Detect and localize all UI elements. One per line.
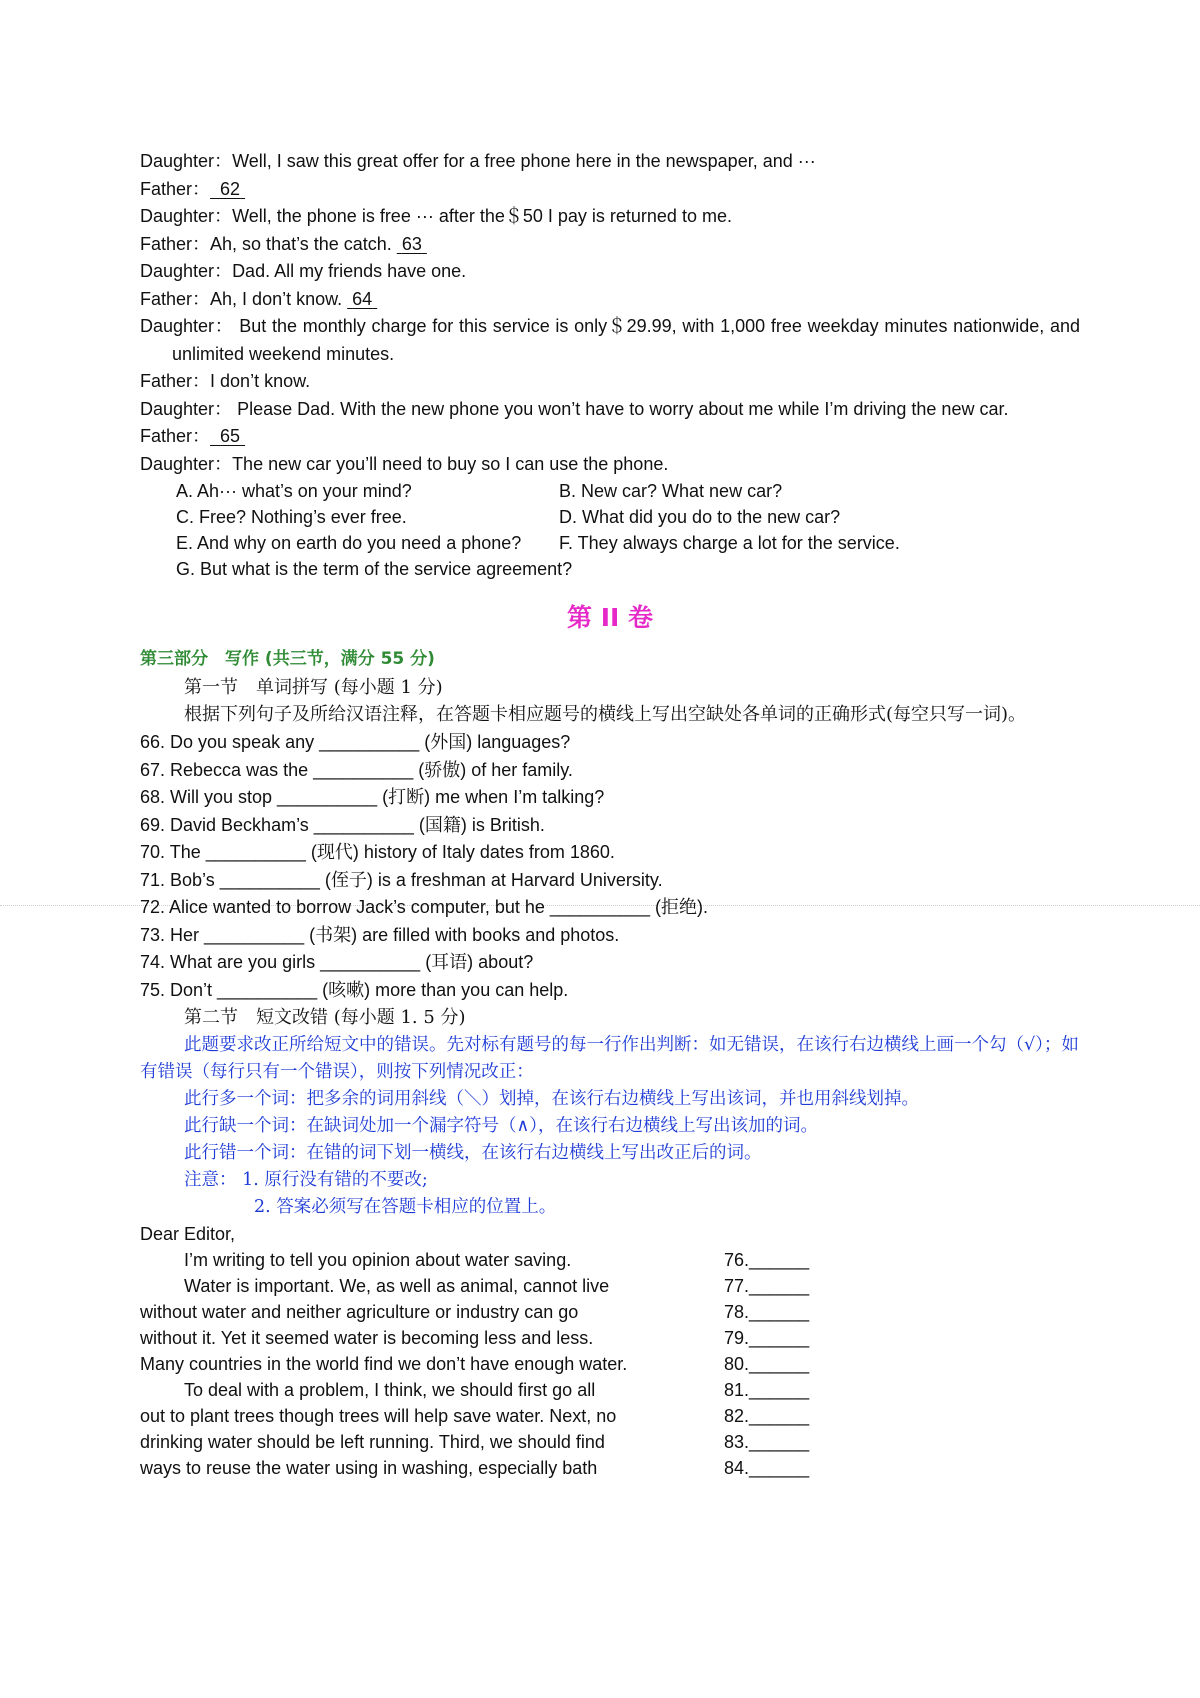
spelling-item: 71. Bob’s __________ (侄子) is a freshman at Harvard University. xyxy=(140,869,663,890)
spelling-item: 74. What are you girls __________ (耳语) about? xyxy=(140,952,534,972)
section-heading: 第二节 短文改错 (每小题 1. 5 分) xyxy=(184,1007,466,1028)
note-1: 注意： 1. 原行没有错的不要改; xyxy=(184,1169,428,1190)
note-2: 2. 答案必须写在答题卡相应的位置上。 xyxy=(254,1196,557,1217)
answer-blank: 64 xyxy=(352,288,373,309)
option: C. Free? Nothing’s ever free. xyxy=(176,507,407,527)
option-row xyxy=(176,478,1080,504)
part-title: 第三部分 写作 (共三节，满分 55 分) xyxy=(140,648,435,669)
section-instruction: 根据下列句子及所给汉语注释，在答题卡相应题号的横线上写出空缺处各单词的正确形式(每空只写一词)。 xyxy=(184,704,1027,725)
passage-text: without water and neither agriculture or industry can go xyxy=(140,1301,579,1322)
passage-line xyxy=(140,1455,1080,1481)
dialogue-line xyxy=(140,258,1080,286)
line-text: Please Dad. With the new phone you won’t have to worry about me while I’m driving the new car. xyxy=(232,398,1009,419)
answer-blank: 63 xyxy=(401,233,422,254)
speaker: Daughter： xyxy=(140,261,233,281)
option: G. But what is the term of the service agreement? xyxy=(176,559,573,579)
spelling-item: 67. Rebecca was the __________ (骄傲) of her family. xyxy=(140,759,573,780)
spelling-item: 72. Alice wanted to borrow Jack’s computer, but he __________ (拒绝). xyxy=(140,897,708,917)
dialogue-line xyxy=(140,203,1080,231)
word-spelling-section xyxy=(140,674,1080,1005)
spelling-item: 75. Don’t __________ (咳嗽) more than you can help. xyxy=(140,979,569,1000)
passage-text: without it. Yet it seemed water is becoming less and less. xyxy=(140,1327,594,1348)
answer-line: 80.______ xyxy=(724,1353,810,1374)
option: F. They always charge a lot for the service. xyxy=(559,533,900,553)
passage-line xyxy=(140,1299,1080,1325)
instruction-main: 此题要求改正所给短文中的错误。先对标有题号的每一行作出判断：如无错误，在该行右边横线上画一个勾（√）；如有错误（每行只有一个错误），则按下列情况改正： xyxy=(140,1034,1079,1082)
line-text: I don’t know. xyxy=(210,371,311,391)
instruction-wrong-word: 此行错一个词：在错的词下划一横线，在该行右边横线上写出改正后的词。 xyxy=(184,1142,762,1163)
passage-line xyxy=(140,1429,1080,1455)
speaker: Father： xyxy=(140,371,211,391)
dialogue-line xyxy=(140,396,1080,424)
section-heading: 第一节 单词拼写 (每小题 1 分) xyxy=(184,676,443,698)
line-text: Ah, I don’t know. xyxy=(210,288,348,309)
line-text: Well, I saw this great offer for a free phone here in the newspaper, and ··· xyxy=(232,151,816,171)
dialogue-line xyxy=(140,423,1080,451)
option-row xyxy=(176,556,1080,582)
option: D. What did you do to the new car? xyxy=(559,507,841,527)
dialogue-line xyxy=(140,368,1080,396)
passage-text: Water is important. We, as well as animal, cannot live xyxy=(184,1275,610,1296)
answer-line: 79.______ xyxy=(724,1327,810,1348)
passage-text: drinking water should be left running. Third, we should find xyxy=(140,1431,605,1452)
option-row xyxy=(176,504,1080,530)
instruction-missing-word: 此行缺一个词：在缺词处加一个漏字符号（∧），在该行右边横线上写出该加的词。 xyxy=(184,1115,819,1136)
line-text: Ah, so that’s the catch. xyxy=(210,233,397,254)
speaker: Father： xyxy=(140,233,211,254)
answer-line: 83.______ xyxy=(724,1431,810,1452)
option-row xyxy=(176,530,1080,556)
answer-line: 77.______ xyxy=(724,1275,810,1296)
error-correction-section xyxy=(140,1004,1080,1481)
answer-options xyxy=(140,478,1080,582)
dialogue-line xyxy=(140,231,1080,259)
passage-line xyxy=(140,1247,1080,1273)
line-text: But the monthly charge for this service is only＄29.99, with 1,000 free weekday minutes nationwide, and unlimited weekend minutes. xyxy=(172,316,1080,364)
speaker: Daughter： xyxy=(140,453,233,474)
dialogue-line xyxy=(140,313,1080,368)
dialogue-line xyxy=(140,148,1080,176)
option: A. Ah··· what’s on your mind? xyxy=(176,481,412,501)
spelling-item: 70. The __________ (现代) history of Italy dates from 1860. xyxy=(140,842,615,862)
answer-line: 82.______ xyxy=(724,1405,810,1426)
line-text: Well, the phone is free ··· after the＄50 I pay is returned to me. xyxy=(232,206,732,226)
dialogue xyxy=(140,148,1080,478)
answer-blank: 65 xyxy=(220,426,241,446)
letter-greeting: Dear Editor, xyxy=(140,1223,236,1244)
speaker: Father： xyxy=(140,426,211,446)
spelling-item: 66. Do you speak any __________ (外国) languages? xyxy=(140,732,571,752)
line-text: The new car you’ll need to buy so I can use the phone. xyxy=(232,453,669,474)
instruction-extra-word: 此行多一个词：把多余的词用斜线（＼）划掉，在该行右边横线上写出该词，并也用斜线划掉。 xyxy=(184,1088,919,1109)
passage-text: out to plant trees though trees will help save water. Next, no xyxy=(140,1405,617,1426)
option: E. And why on earth do you need a phone? xyxy=(176,533,522,553)
dialogue-line xyxy=(140,176,1080,204)
speaker: Daughter： xyxy=(140,151,233,171)
speaker: Daughter： xyxy=(140,316,234,336)
speaker: Father： xyxy=(140,288,211,309)
answer-line: 81.______ xyxy=(724,1379,810,1400)
answer-line: 76.______ xyxy=(724,1249,810,1270)
option: B. New car? What new car? xyxy=(559,481,783,501)
speaker: Daughter： xyxy=(140,206,233,226)
answer-line: 78.______ xyxy=(724,1301,810,1322)
dialogue-line xyxy=(140,451,1080,479)
passage-line xyxy=(140,1403,1080,1429)
passage-text: To deal with a problem, I think, we should first go all xyxy=(184,1379,596,1400)
answer-blank: 62 xyxy=(220,178,241,199)
passage-text: ways to reuse the water using in washing, especially bath xyxy=(140,1457,598,1478)
document-page xyxy=(140,148,1080,1481)
passage-line xyxy=(140,1351,1080,1377)
passage-line xyxy=(140,1325,1080,1351)
spelling-item: 73. Her __________ (书架) are filled with books and photos. xyxy=(140,924,620,945)
section-title: 第 II 卷 xyxy=(566,603,653,632)
speaker: Daughter： xyxy=(140,398,233,419)
passage-text: Many countries in the world find we don’t have enough water. xyxy=(140,1353,628,1374)
passage-line xyxy=(140,1273,1080,1299)
line-text: Dad. All my friends have one. xyxy=(232,261,467,281)
speaker: Father： xyxy=(140,178,211,199)
spelling-item: 69. David Beckham’s __________ (国籍) is British. xyxy=(140,814,545,835)
passage-line xyxy=(140,1377,1080,1403)
answer-line: 84.______ xyxy=(724,1457,810,1478)
spelling-item: 68. Will you stop __________ (打断) me when I’m talking? xyxy=(140,787,605,807)
passage-text: I’m writing to tell you opinion about water saving. xyxy=(184,1249,572,1270)
dialogue-line xyxy=(140,286,1080,314)
